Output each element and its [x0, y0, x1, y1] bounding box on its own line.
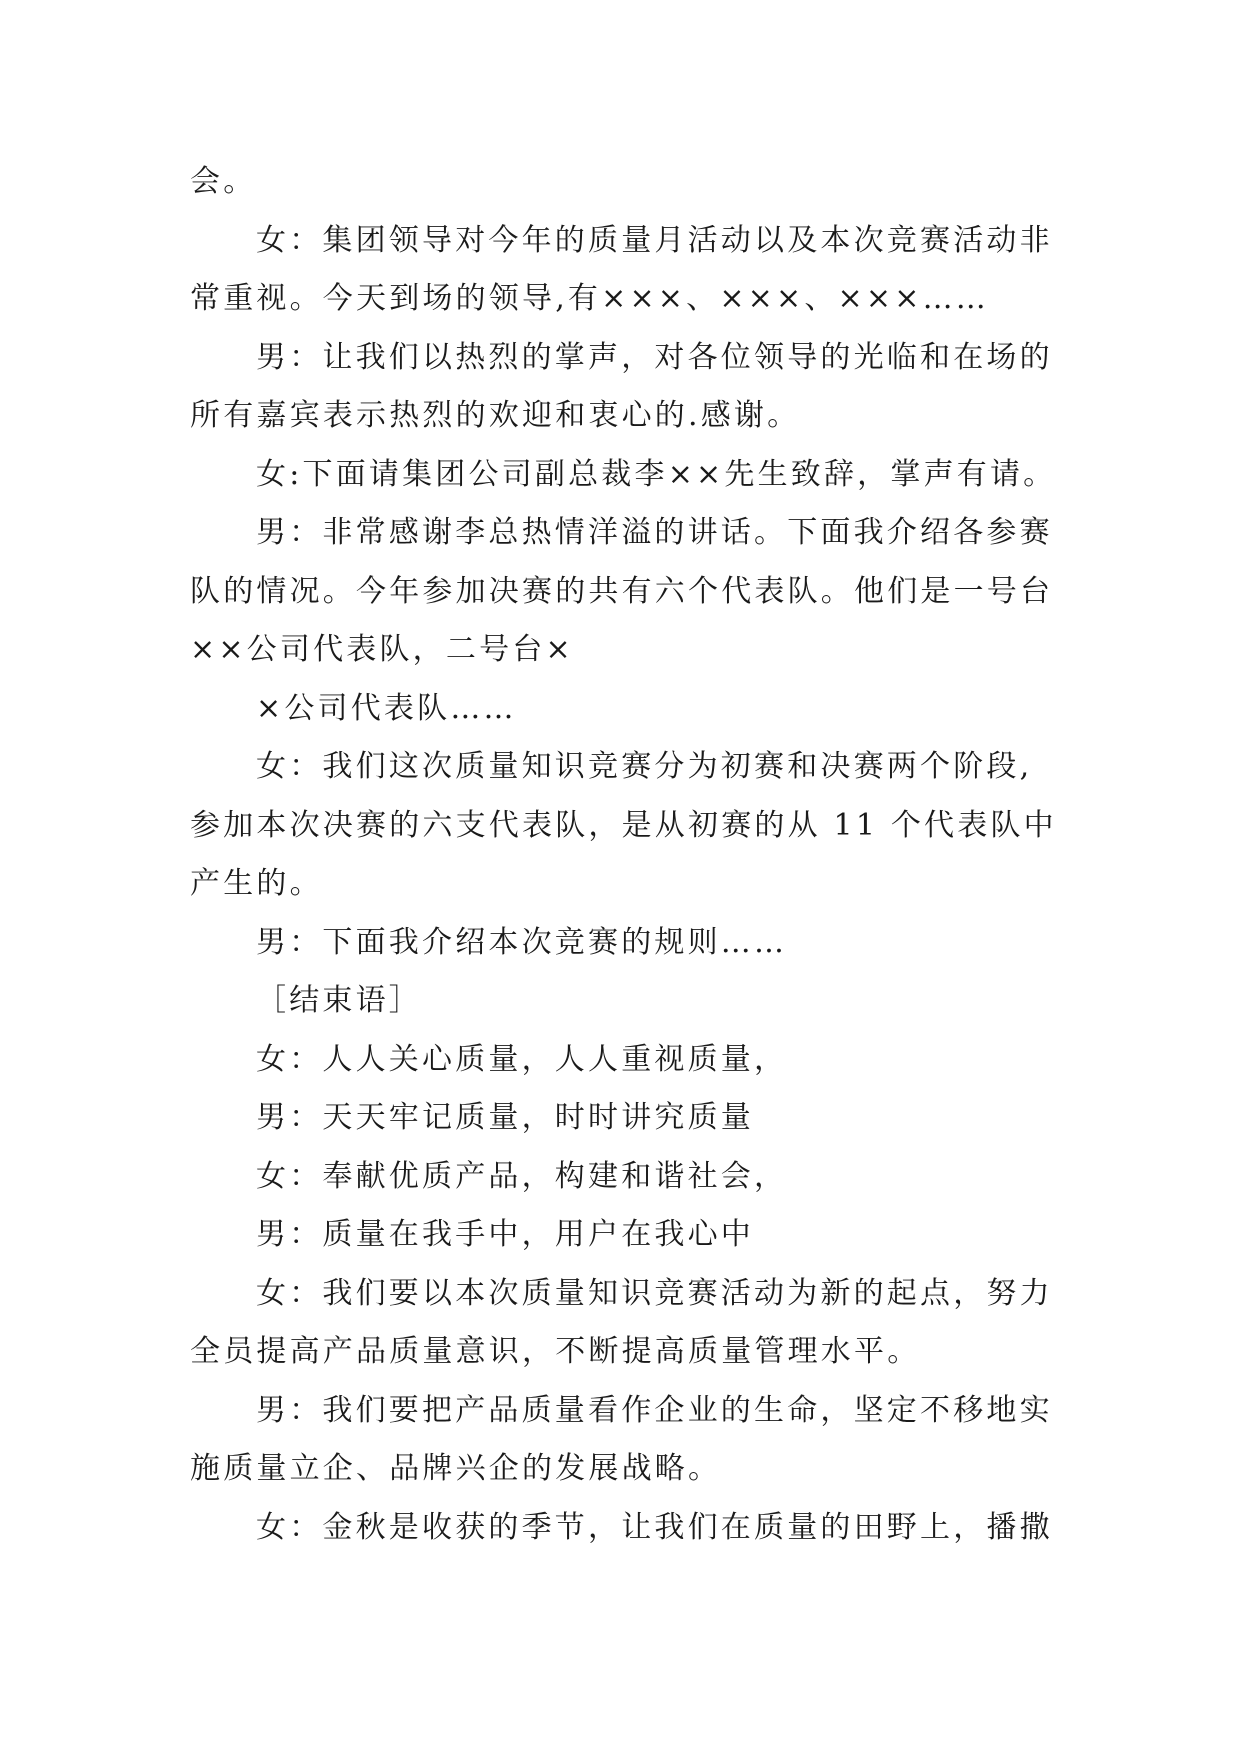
text-line: 常重视。今天到场的领导,有×××、×××、×××…… — [190, 281, 989, 316]
text-line: 男：天天牢记质量，时时讲究质量 — [256, 1100, 754, 1135]
text-line: 男：质量在我手中，用户在我心中 — [256, 1217, 754, 1252]
text-line: 女：我们要以本次质量知识竞赛活动为新的起点，努力 — [256, 1275, 1053, 1311]
document-body — [190, 153, 1068, 1557]
text-line: 女：我们这次质量知识竞赛分为初赛和决赛两个阶段, — [256, 749, 1033, 784]
text-line: 女:下面请集团公司副总裁李××先生致辞，掌声有请。 — [256, 456, 1057, 492]
text-line: 女：集团领导对今年的质量月活动以及本次竞赛活动非 — [256, 222, 1053, 258]
text-line: 队的情况。今年参加决赛的共有六个代表队。他们是一号台 — [190, 573, 1054, 609]
text-line: 产生的。 — [190, 866, 323, 901]
text-line: ××公司代表队，二号台× — [190, 632, 574, 667]
text-line: 男：让我们以热烈的掌声，对各位领导的光临和在场的 — [256, 339, 1053, 375]
text-line: 男：下面我介绍本次竞赛的规则…… — [256, 924, 788, 960]
text-line: 男：非常感谢李总热情洋溢的讲话。下面我介绍各参赛 — [256, 515, 1053, 550]
text-line: 女：奉献优质产品，构建和谐社会， — [256, 1158, 788, 1194]
text-line: 全员提高产品质量意识，不断提高质量管理水平。 — [190, 1334, 921, 1369]
section-heading: ［结束语］ — [256, 983, 422, 1018]
text-line: ×公司代表队…… — [256, 690, 517, 726]
text-line: 参加本次决赛的六支代表队，是从初赛的从 11 个代表队中 — [190, 807, 1057, 843]
text-line: 会。 — [190, 164, 257, 199]
text-line: 所有嘉宾表示热烈的欢迎和衷心的.感谢。 — [190, 398, 801, 433]
text-line: 男：我们要把产品质量看作企业的生命，坚定不移地实 — [256, 1392, 1053, 1428]
text-line: 女：金秋是收获的季节，让我们在质量的田野上，播撒 — [256, 1509, 1053, 1545]
text-line: 施质量立企、品牌兴企的发展战略。 — [190, 1451, 722, 1486]
text-line: 女：人人关心质量，人人重视质量， — [256, 1041, 788, 1077]
